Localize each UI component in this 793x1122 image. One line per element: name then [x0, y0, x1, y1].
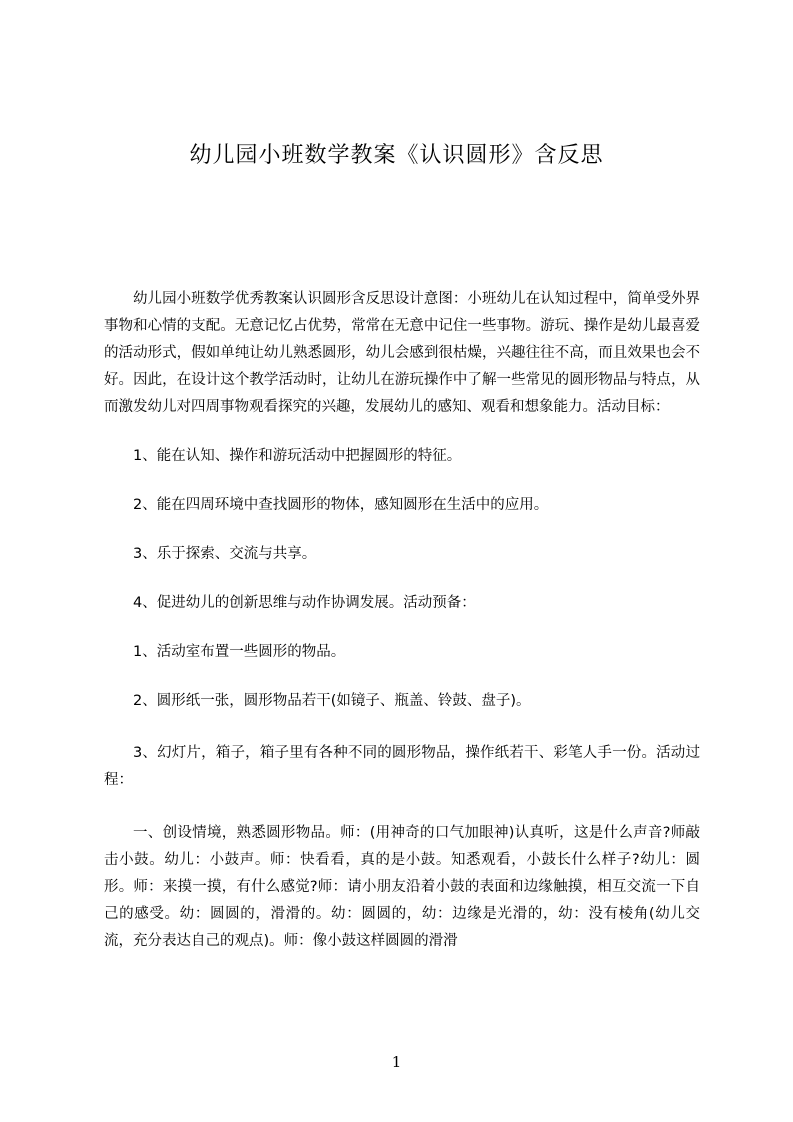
page-number: 1 [391, 1053, 402, 1071]
paragraph-goal-3: 3、乐于探索、交流与共享。 [133, 546, 317, 562]
paragraph-goal-1: 1、能在认知、操作和游玩活动中把握圆形的特征。 [133, 448, 462, 464]
page-title: 幼儿园小班数学教案《认识圆形》含反思 [189, 143, 604, 168]
paragraph-prep-1: 1、活动室布置一些圆形的物品。 [133, 644, 346, 660]
paragraph-design-intent: 幼儿园小班数学优秀教案认识圆形含反思设计意图：小班幼儿在认知过程中，简单受外界事物和心情的支配。无意记忆占优势，常常在无意中记住一些事物。游玩、操作是幼儿最喜爱的活动形式，假如单纯让幼儿熟悉圆形，幼儿会感到很枯燥，兴趣往往不高，而且效果也会不好。因此，在设计这个教学活动时，让幼儿在游玩操作中了解一些常见的圆形物品与特点，从而激发幼儿对四周事物观看探究的兴趣，发展幼儿的感知、观看和想象能力。活动目标： [104, 291, 700, 415]
paragraph-goal-4: 4、促进幼儿的创新思维与动作协调发展。活动预备： [133, 595, 476, 611]
paragraph-goal-2: 2、能在四周环境中查找圆形的物体，感知圆形在生活中的应用。 [133, 497, 549, 513]
document-body [104, 286, 700, 955]
paragraph-prep-3: 3、幻灯片，箱子，箱子里有各种不同的圆形物品，操作纸若干、彩笔人手一份。活动过程： [104, 745, 700, 788]
paragraph-process-1: 一、创设情境，熟悉圆形物品。师：(用神奇的口气加眼神)认真听，这是什么声音?师敲击小鼓。幼儿：小鼓声。师：快看看，真的是小鼓。知悉观看，小鼓长什么样子?幼儿：圆形。师：来摸一摸，有什么感觉?师：请小朋友沿着小鼓的表面和边缘触摸，相互交流一下自己的感受。幼：圆圆的，滑滑的。幼：圆圆的，幼：边缘是光滑的，幼：没有棱角(幼儿交流，充分表达自己的观点)。师：像小鼓这样圆圆的滑滑 [104, 825, 700, 949]
paragraph-prep-2: 2、圆形纸一张，圆形物品若干(如镜子、瓶盖、铃鼓、盘子)。 [133, 693, 531, 709]
